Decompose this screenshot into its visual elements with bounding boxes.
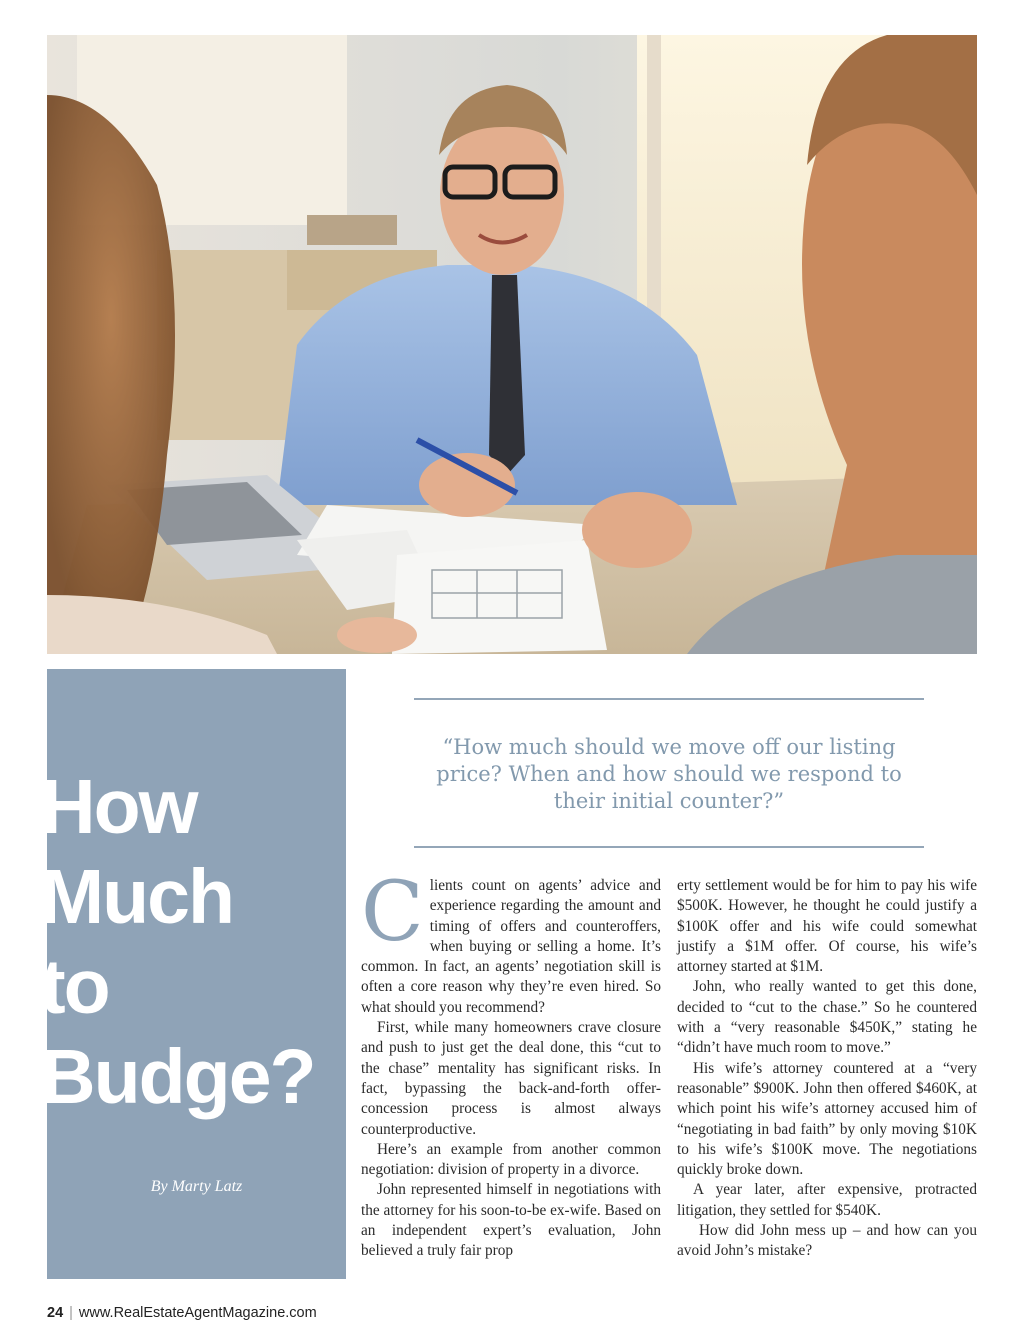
body-paragraph: Here’s an example from another common negotiation: division of property in a divorce. [361, 1140, 661, 1179]
article-headline [40, 762, 315, 1122]
headline-line-3: to [40, 944, 109, 1030]
body-paragraph: First, while many homeowners crave closure and push to just get the deal done, this “cut to the chase” mentality has significant risks. In fact, bypassing the back-and-forth offer-concession process is almost always counterproductive. [361, 1019, 661, 1138]
body-paragraph: His wife’s attorney countered at a “very reasonable” $900K. John then offered $460K, at which point his wife’s attorney accused him of “negotiating in bad faith” by only moving $10K to his wife’s $100K move. The negotiations quickly broke down. [677, 1059, 977, 1179]
footer-separator: | [69, 1305, 73, 1321]
body-column-2 [677, 876, 977, 1262]
body-paragraph: John, who really wanted to get this done, decided to “cut to the chase.” So he countered with a “very reasonable $450K,” stating he “didn’t have much room to move.” [677, 978, 977, 1057]
body-paragraph-text: lients count on agents’ advice and experience regarding the amount and timing of offers and counteroffers, when buying or selling a home. It’s common. In fact, an agents’ negotiation skill is often a core reason why they’re even hired. So what should you recommend? [361, 877, 661, 1016]
headline-line-4: Budge? [40, 1034, 315, 1120]
pull-quote-top-rule [414, 698, 924, 700]
body-paragraph: erty settlement would be for him to pay his wife $500K. However, he thought he could justify a $100K offer and his wife could somewhat justify a $1M offer. Of course, his wife’s attorney started at $1M. [677, 877, 977, 976]
website-link[interactable]: www.RealEstateAgentMagazine.com [78, 1305, 317, 1321]
pull-quote: “How much should we move off our listing price? When and how should we respond to their initial counter?” [436, 735, 902, 813]
page-footer [47, 1305, 317, 1321]
headline-line-1: How [40, 764, 197, 850]
byline: By Marty Latz [150, 1178, 243, 1195]
drop-cap: C [361, 865, 424, 960]
page-number: 24 [47, 1305, 64, 1321]
hero-photo [47, 35, 977, 654]
body-paragraph [361, 865, 661, 1018]
body-paragraph: How did John mess up – and how can you avoid John’s mistake? [677, 1222, 977, 1260]
body-paragraph: John represented himself in negotiations with the attorney for his soon-to-be ex-wife. Based on an independent expert’s evaluation, John believed a truly fair prop [361, 1181, 661, 1260]
pull-quote-bottom-rule [414, 846, 924, 848]
headline-line-2: Much [40, 854, 234, 940]
body-column-1 [361, 865, 661, 1262]
body-paragraph: A year later, after expensive, protracted litigation, they settled for $540K. [677, 1181, 977, 1219]
